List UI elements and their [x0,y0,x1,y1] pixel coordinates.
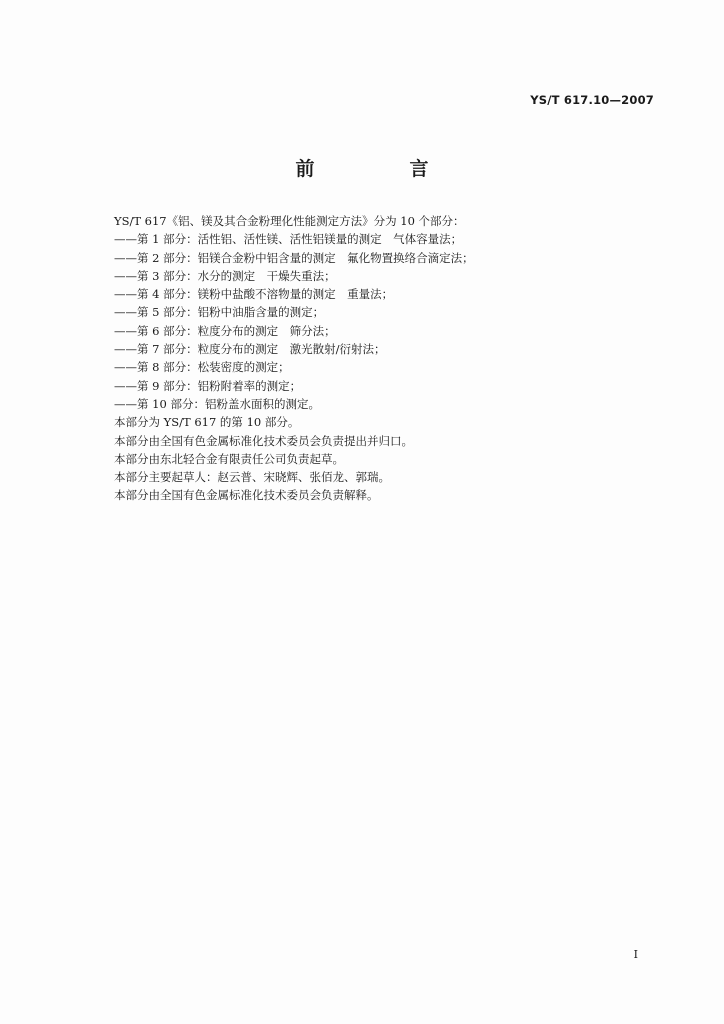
page-number: I [633,948,638,961]
statement-line: 本部分为 YS/T 617 的第 10 部分。 [114,415,300,430]
statement-line: 本部分由东北轻合金有限责任公司负责起草。 [114,451,344,466]
part-list-item: ——第 8 部分：松装密度的测定； [114,360,290,375]
page-title: 前 言 [295,158,467,180]
intro-paragraph: YS/T 617《铝、镁及其合金粉理化性能测定方法》分为 10 个部分： [114,214,465,228]
part-list-item: ——第 3 部分：水分的测定 干燥失重法； [114,268,336,283]
part-list-item: ——第 1 部分：活性铝、活性镁、活性铝镁量的测定 气体容量法； [114,232,463,247]
part-list-item: ——第 9 部分：铝粉附着率的测定； [114,378,302,393]
statement-line: 本部分主要起草人：赵云普、宋晓辉、张佰龙、郭瑞。 [114,470,390,485]
part-list-item: ——第 2 部分：铝镁合金粉中铝含量的测定 氟化物置换络合滴定法； [114,250,474,265]
part-list-item: ——第 7 部分：粒度分布的测定 激光散射/衍射法； [114,342,386,357]
foreword-body [114,212,634,505]
part-list-item: ——第 10 部分：铝粉盖水面积的测定。 [114,396,320,411]
statement-line: 本部分由全国有色金属标准化技术委员会负责提出并归口。 [114,433,413,448]
part-list-item: ——第 4 部分：镁粉中盐酸不溶物量的测定 重量法； [114,287,394,302]
part-list-item: ——第 6 部分：粒度分布的测定 筛分法； [114,323,336,338]
standard-code: YS/T 617.10—2007 [530,93,654,107]
statement-line: 本部分由全国有色金属标准化技术委员会负责解释。 [114,488,379,503]
part-list-item: ——第 5 部分：铝粉中油脂含量的测定； [114,305,325,320]
